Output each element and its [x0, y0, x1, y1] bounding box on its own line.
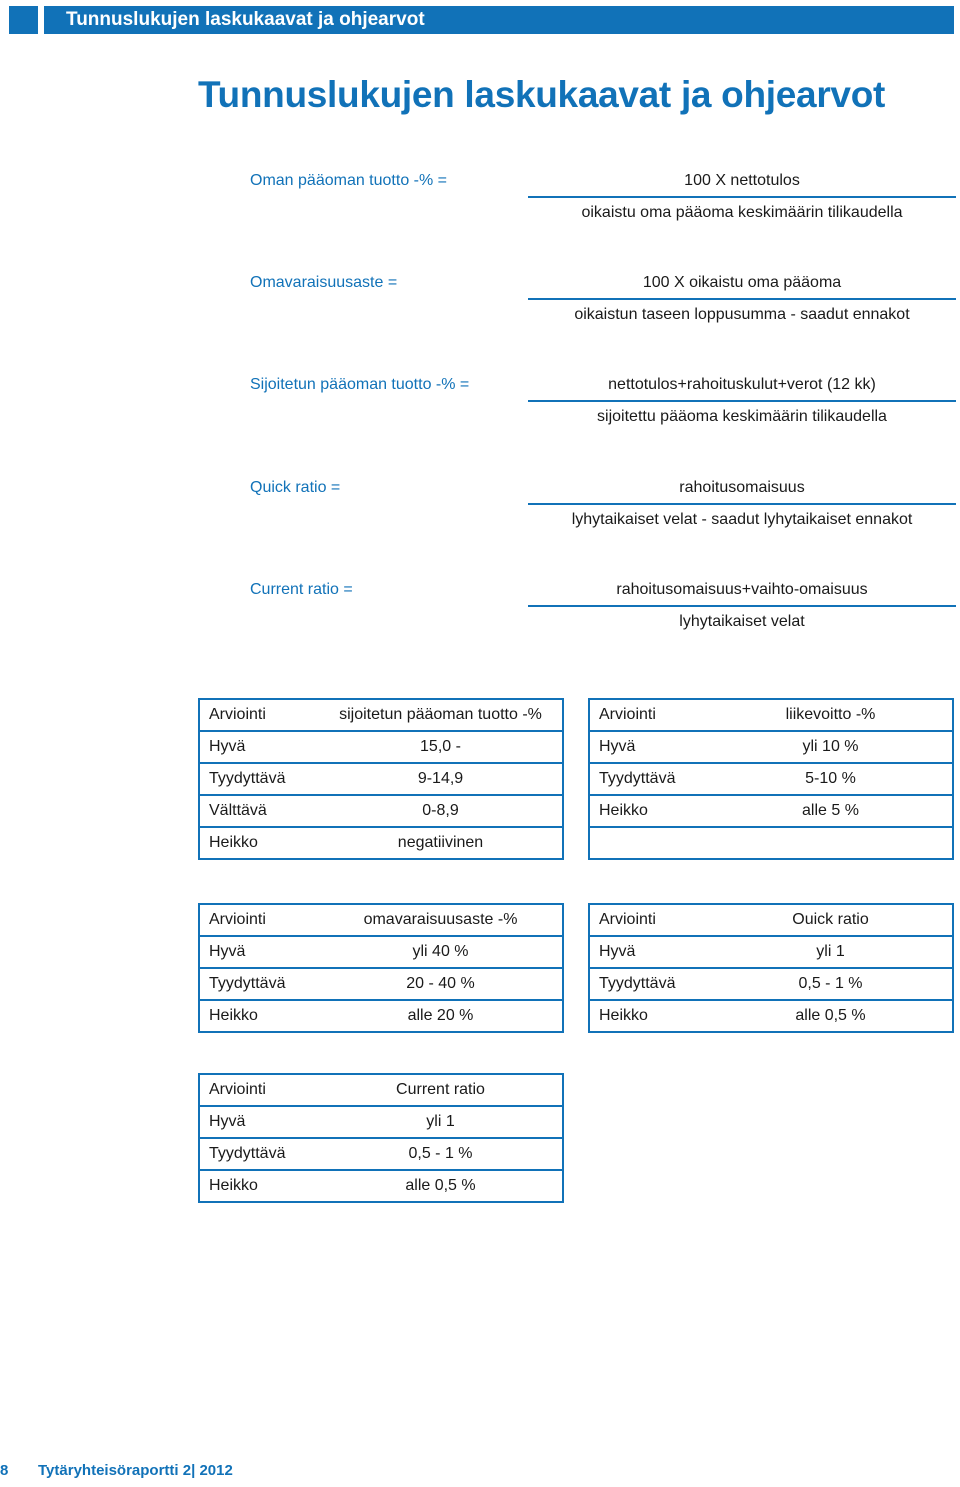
- formula-label: Quick ratio =: [250, 479, 341, 496]
- table-row: [199, 795, 563, 827]
- table-cell: Tyydyttävä: [199, 1138, 319, 1170]
- table-cell: omavaraisuusaste -%: [319, 904, 563, 936]
- table-cell: 0-8,9: [319, 795, 563, 827]
- formula-current-ratio: [0, 581, 960, 651]
- table-cell: Hyvä: [199, 1106, 319, 1138]
- table-cell: 0,5 - 1 %: [709, 968, 953, 1000]
- table-cell: 20 - 40 %: [319, 968, 563, 1000]
- formula-denominator: sijoitettu pääoma keskimäärin tilikaudella: [597, 408, 887, 425]
- fraction-line: [528, 605, 956, 607]
- table-row: [589, 936, 953, 968]
- table-current-ratio: [198, 1073, 564, 1203]
- table-cell: Arviointi: [199, 904, 319, 936]
- table-quick-ratio: [588, 903, 954, 1033]
- table-cell: Heikko: [199, 1000, 319, 1032]
- table-cell: Hyvä: [199, 731, 319, 763]
- table-cell: Ouick ratio: [709, 904, 953, 936]
- table-row: [199, 1138, 563, 1170]
- header-square: [9, 6, 38, 34]
- fraction-line: [528, 298, 956, 300]
- table-cell: yli 1: [319, 1106, 563, 1138]
- table-row: [589, 763, 953, 795]
- formula-sijoitetun-paaoman-tuotto: [0, 376, 960, 446]
- formula-label: Current ratio =: [250, 581, 353, 598]
- table-header-row: [589, 904, 953, 936]
- table-cell: alle 0,5 %: [319, 1170, 563, 1202]
- table-cell: Heikko: [199, 1170, 319, 1202]
- table-cell: liikevoitto -%: [709, 699, 953, 731]
- header-bar: [6, 6, 954, 34]
- table-cell: negatiivinen: [319, 827, 563, 859]
- table-cell: Current ratio: [319, 1074, 563, 1106]
- formula-numerator: rahoitusomaisuus+vaihto-omaisuus: [616, 581, 868, 598]
- formula-label: Sijoitetun pääoman tuotto -% =: [250, 376, 470, 393]
- formula-denominator: lyhytaikaiset velat: [679, 613, 805, 630]
- report-name: Tytäryhteisöraportti 2| 2012: [38, 1462, 233, 1479]
- table-cell: Hyvä: [589, 936, 709, 968]
- table-cell: alle 5 %: [709, 795, 953, 827]
- table-header-row: [199, 1074, 563, 1106]
- table-cell: 5-10 %: [709, 763, 953, 795]
- table-liikevoitto: [588, 698, 954, 860]
- table-cell: yli 40 %: [319, 936, 563, 968]
- fraction-line: [528, 400, 956, 402]
- table-cell: Hyvä: [589, 731, 709, 763]
- table-row: [589, 1000, 953, 1032]
- formula-label: Omavaraisuusaste =: [250, 274, 398, 291]
- table-row: [589, 795, 953, 827]
- table-cell: 0,5 - 1 %: [319, 1138, 563, 1170]
- table-cell: sijoitetun pääoman tuotto -%: [319, 699, 563, 731]
- table-row: [199, 968, 563, 1000]
- table-cell: Tyydyttävä: [589, 968, 709, 1000]
- table-omavaraisuusaste: [198, 903, 564, 1033]
- fraction-line: [528, 196, 956, 198]
- page-title: Tunnuslukujen laskukaavat ja ohjearvot: [198, 74, 886, 115]
- table-row: [589, 731, 953, 763]
- table-cell: 15,0 -: [319, 731, 563, 763]
- table-cell: Tyydyttävä: [589, 763, 709, 795]
- table-cell: yli 10 %: [709, 731, 953, 763]
- table-cell: Hyvä: [199, 936, 319, 968]
- table-cell: Arviointi: [199, 1074, 319, 1106]
- table-cell: alle 20 %: [319, 1000, 563, 1032]
- header-title: Tunnuslukujen laskukaavat ja ohjearvot: [66, 9, 425, 30]
- formula-numerator: rahoitusomaisuus: [679, 479, 805, 496]
- table-row: [199, 936, 563, 968]
- formula-numerator: 100 X nettotulos: [684, 172, 800, 189]
- table-cell: Välttävä: [199, 795, 319, 827]
- table-row: [199, 1000, 563, 1032]
- header-band: [44, 6, 954, 34]
- table-cell: Arviointi: [589, 904, 709, 936]
- table-row: [199, 731, 563, 763]
- table-cell: Arviointi: [589, 699, 709, 731]
- table-cell: Heikko: [589, 795, 709, 827]
- table-row: [199, 1106, 563, 1138]
- formula-denominator: oikaistun taseen loppusumma - saadut ennakot: [574, 306, 910, 323]
- table-row: [589, 968, 953, 1000]
- table-cell: Arviointi: [199, 699, 319, 731]
- formula-oman-paaoman-tuotto: [0, 172, 960, 242]
- table-header-row: [199, 699, 563, 731]
- formula-denominator: oikaistu oma pääoma keskimäärin tilikaudella: [581, 204, 903, 221]
- table-header-row: [589, 699, 953, 731]
- table-cell: Tyydyttävä: [199, 763, 319, 795]
- formula-quick-ratio: [0, 479, 960, 549]
- page-number: 8: [0, 1462, 9, 1479]
- table-header-row: [199, 904, 563, 936]
- formula-numerator: nettotulos+rahoituskulut+verot (12 kk): [608, 376, 876, 393]
- table-cell: alle 0,5 %: [709, 1000, 953, 1032]
- formula-omavaraisuusaste: [0, 274, 960, 344]
- table-cell: 9-14,9: [319, 763, 563, 795]
- formula-numerator: 100 X oikaistu oma pääoma: [642, 274, 842, 291]
- fraction-line: [528, 503, 956, 505]
- table-row-empty: [589, 827, 953, 859]
- table-row: [199, 1170, 563, 1202]
- table-cell: yli 1: [709, 936, 953, 968]
- table-cell: Heikko: [199, 827, 319, 859]
- table-row: [199, 763, 563, 795]
- table-cell: Tyydyttävä: [199, 968, 319, 1000]
- formula-label: Oman pääoman tuotto -% =: [250, 172, 447, 189]
- table-sijoitetun-paaoman-tuotto: [198, 698, 564, 860]
- formula-denominator: lyhytaikaiset velat - saadut lyhytaikaiset ennakot: [571, 511, 913, 528]
- table-row: [199, 827, 563, 859]
- table-cell: Heikko: [589, 1000, 709, 1032]
- table-cell-empty: [589, 827, 953, 859]
